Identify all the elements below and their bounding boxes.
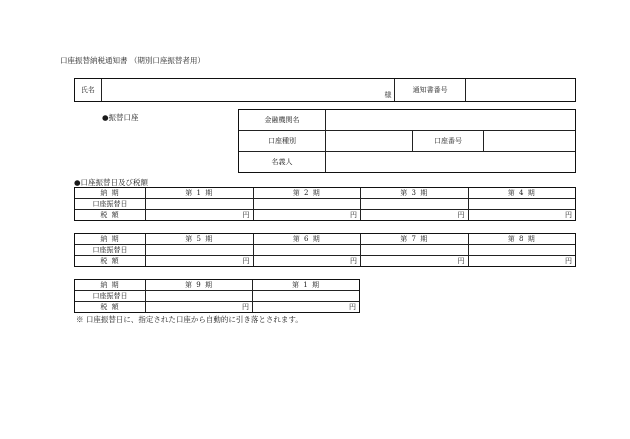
holder-field[interactable] <box>326 152 576 173</box>
period-header-label: 納 期 <box>75 280 146 291</box>
transfer-date-label: 口座振替日 <box>75 245 146 256</box>
account-type-label: 口座種別 <box>239 131 326 152</box>
period-header: 第 6 期 <box>253 234 361 245</box>
period-table-3 <box>74 279 360 313</box>
account-number-label: 口座番号 <box>413 131 484 152</box>
account-number-field[interactable] <box>484 131 576 152</box>
transfer-date-cell[interactable] <box>253 291 360 302</box>
transfer-date-cell[interactable] <box>253 199 361 210</box>
tax-amount-cell[interactable]: 円 <box>361 210 469 221</box>
transfer-date-cell[interactable] <box>146 199 254 210</box>
period-table-1 <box>74 187 576 221</box>
period-header: 第 5 期 <box>146 234 254 245</box>
period-header: 第 8 期 <box>468 234 576 245</box>
notice-number-label: 通知書番号 <box>395 79 465 102</box>
period-header-label: 納 期 <box>75 188 146 199</box>
tax-section-label: ●口座振替日及び税額 <box>74 178 149 187</box>
transfer-date-cell[interactable] <box>468 245 576 256</box>
tax-amount-cell[interactable]: 円 <box>146 210 254 221</box>
transfer-date-cell[interactable] <box>361 245 469 256</box>
institution-field[interactable] <box>326 110 576 131</box>
tax-amount-label: 税 額 <box>75 256 146 267</box>
transfer-date-label: 口座振替日 <box>75 291 146 302</box>
name-field[interactable] <box>101 79 395 102</box>
tax-amount-cell[interactable]: 円 <box>468 256 576 267</box>
period-header: 第 3 期 <box>361 188 469 199</box>
institution-label: 金融機関名 <box>239 110 326 131</box>
tax-amount-cell[interactable]: 円 <box>253 210 361 221</box>
period-header: 第 1 期 <box>253 280 360 291</box>
transfer-date-cell[interactable] <box>146 245 254 256</box>
tax-amount-cell[interactable]: 円 <box>253 256 361 267</box>
footnote: ※ 口座振替日に、指定された口座から自動的に引き落とされます。 <box>76 315 303 324</box>
transfer-date-cell[interactable] <box>468 199 576 210</box>
transfer-date-label: 口座振替日 <box>75 199 146 210</box>
tax-amount-label: 税 額 <box>75 302 146 313</box>
period-header: 第 2 期 <box>253 188 361 199</box>
tax-amount-cell[interactable]: 円 <box>361 256 469 267</box>
holder-label: 名義人 <box>239 152 326 173</box>
name-label: 氏名 <box>75 79 102 102</box>
tax-amount-cell[interactable]: 円 <box>468 210 576 221</box>
period-header: 第 7 期 <box>361 234 469 245</box>
period-header-label: 納 期 <box>75 234 146 245</box>
transfer-date-cell[interactable] <box>253 245 361 256</box>
tax-amount-cell[interactable]: 円 <box>146 256 254 267</box>
account-type-field[interactable] <box>326 131 413 152</box>
tax-amount-cell[interactable]: 円 <box>253 302 360 313</box>
transfer-date-cell[interactable] <box>146 291 253 302</box>
transfer-date-cell[interactable] <box>361 199 469 210</box>
period-header: 第 9 期 <box>146 280 253 291</box>
name-table <box>74 78 576 102</box>
period-header: 第 4 期 <box>468 188 576 199</box>
document-title: 口座振替納税通知書 （期別口座振替者用） <box>60 56 205 65</box>
account-table <box>238 109 576 173</box>
notice-number-field[interactable] <box>465 79 575 102</box>
tax-amount-label: 税 額 <box>75 210 146 221</box>
period-table-2 <box>74 233 576 267</box>
period-header: 第 1 期 <box>146 188 254 199</box>
tax-amount-cell[interactable]: 円 <box>146 302 253 313</box>
account-section-label: ●振替口座 <box>102 113 139 122</box>
honorific-sama: 様 <box>384 91 392 99</box>
